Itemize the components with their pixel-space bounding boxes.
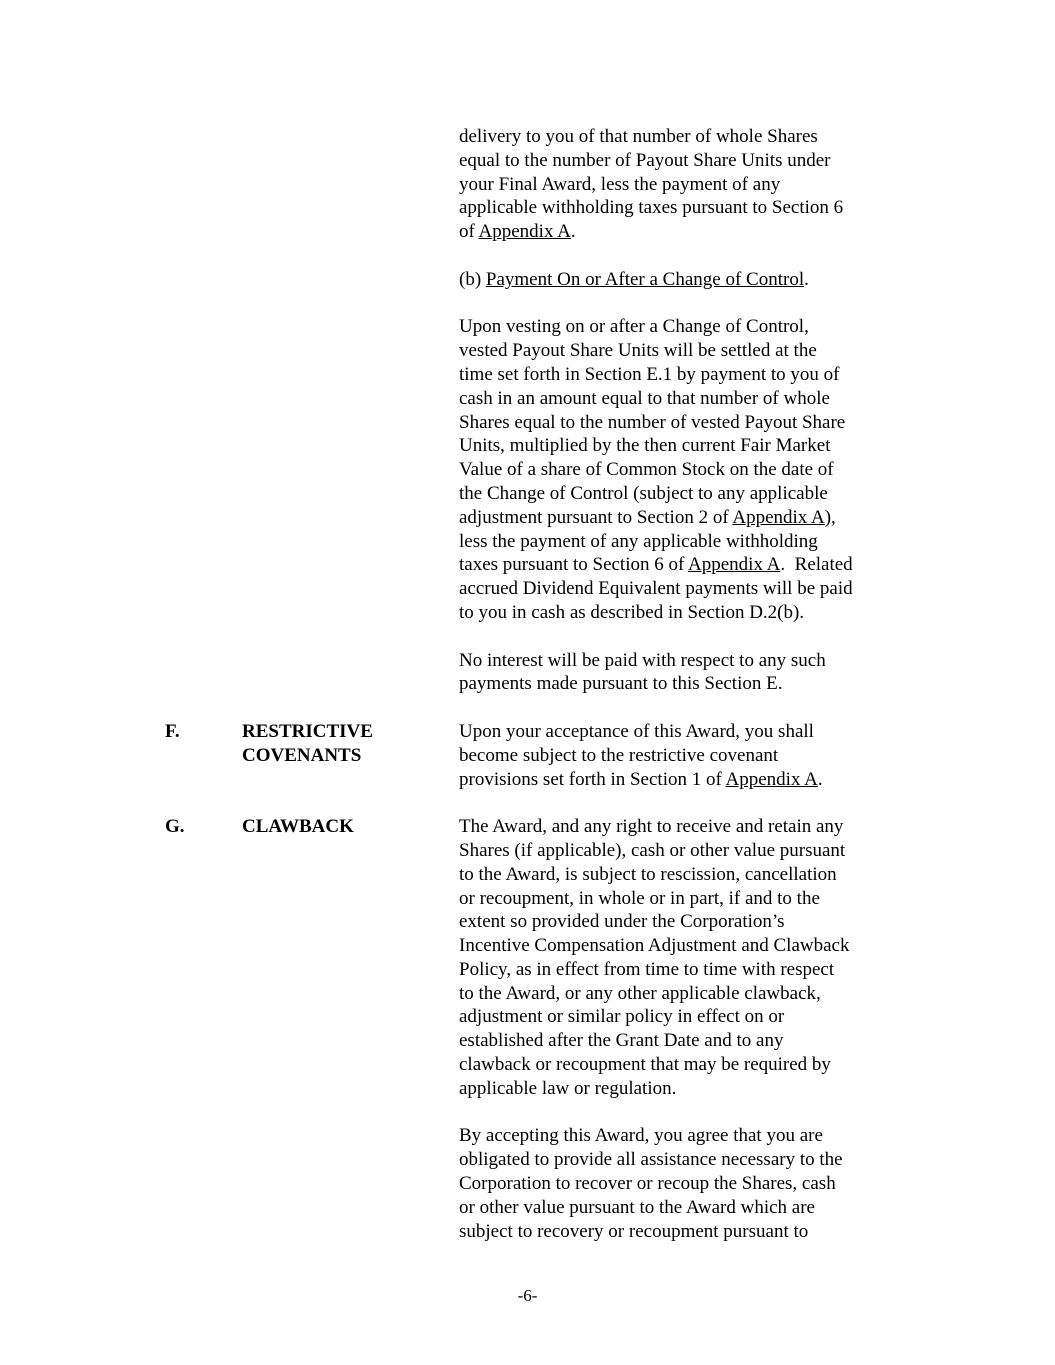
text-line: subject to recovery or recoupment pursuant to bbox=[459, 1220, 809, 1242]
text-line: or recoupment, in whole or in part, if and to the bbox=[459, 887, 820, 909]
text-line: to the Award, is subject to rescission, cancellation bbox=[459, 863, 837, 885]
text-line: or other value pursuant to the Award which are bbox=[459, 1196, 815, 1218]
no-interest-paragraph bbox=[459, 649, 899, 697]
text-line: delivery to you of that number of whole Shares bbox=[459, 126, 818, 147]
text-line: Units, multiplied by the then current Fair Market bbox=[459, 435, 831, 457]
section-g-body bbox=[459, 815, 899, 1101]
text-line: less the payment of any applicable withholding bbox=[459, 530, 818, 552]
text-fragment: . Related bbox=[780, 554, 853, 576]
text-line bbox=[459, 220, 899, 244]
text-fragment: taxes pursuant to Section 6 of bbox=[459, 554, 689, 576]
text-fragment: adjustment pursuant to Section 2 of bbox=[459, 506, 733, 528]
text-line: applicable law or regulation. bbox=[459, 1077, 677, 1099]
text-fragment: ), bbox=[824, 506, 836, 528]
text-line: extent so provided under the Corporation’s bbox=[459, 911, 785, 933]
text-line bbox=[459, 268, 899, 292]
text-fragment: of bbox=[459, 221, 479, 243]
text-line: Upon vesting on or after a Change of Control, bbox=[459, 316, 809, 338]
text-line: equal to the number of Payout Share Units under bbox=[459, 149, 831, 171]
appendix-a-reference: Appendix A bbox=[688, 554, 781, 576]
appendix-a-reference: Appendix A bbox=[725, 768, 818, 790]
text-line: your Final Award, less the payment of any bbox=[459, 173, 781, 195]
subsection-b-heading bbox=[459, 268, 899, 292]
text-fragment: . bbox=[804, 268, 809, 290]
text-line bbox=[459, 553, 899, 577]
text-line: Shares (if applicable), cash or other value pursuant bbox=[459, 839, 846, 861]
text-line bbox=[459, 768, 899, 792]
text-line: obligated to provide all assistance necessary to the bbox=[459, 1149, 843, 1171]
text-fragment: . bbox=[570, 221, 576, 243]
text-line: adjustment or similar policy in effect on or bbox=[459, 1006, 785, 1028]
section-f-title bbox=[242, 720, 373, 768]
section-g-second-paragraph bbox=[459, 1124, 899, 1243]
text-line: Shares equal to the number of vested Payout Share bbox=[459, 411, 846, 433]
text-line: become subject to the restrictive covenant bbox=[459, 744, 779, 766]
text-line bbox=[459, 506, 899, 530]
text-line: payments made pursuant to this Section E. bbox=[459, 673, 783, 695]
appendix-a-reference: Appendix A bbox=[478, 221, 571, 243]
text-line: the Change of Control (subject to any applicable bbox=[459, 482, 828, 504]
section-f-title-line: COVENANTS bbox=[242, 744, 362, 766]
text-fragment: provisions set forth in Section 1 of bbox=[459, 768, 726, 790]
text-line: By accepting this Award, you agree that you are bbox=[459, 1125, 823, 1147]
text-line: Value of a share of Common Stock on the date of bbox=[459, 459, 834, 481]
section-g-letter: G. bbox=[165, 816, 185, 837]
text-line: to the Award, or any other applicable clawback, bbox=[459, 982, 821, 1004]
body-column bbox=[459, 125, 899, 1243]
text-line: No interest will be paid with respect to any such bbox=[459, 649, 826, 671]
intro-paragraph bbox=[459, 125, 899, 244]
section-f-letter: F. bbox=[165, 721, 180, 742]
subsection-label: (b) bbox=[459, 268, 486, 290]
section-f-title-line: RESTRICTIVE bbox=[242, 721, 373, 742]
page-number: -6- bbox=[517, 1286, 538, 1305]
text-line: established after the Grant Date and to any bbox=[459, 1030, 784, 1052]
text-line: The Award, and any right to receive and retain any bbox=[459, 816, 844, 838]
text-line: accrued Dividend Equivalent payments will be paid bbox=[459, 578, 853, 600]
text-line: time set forth in Section E.1 by payment to you of bbox=[459, 363, 840, 385]
text-line: vested Payout Share Units will be settled at the bbox=[459, 340, 817, 362]
text-fragment: . bbox=[817, 768, 823, 790]
section-f-body bbox=[459, 720, 899, 791]
change-of-control-paragraph bbox=[459, 315, 899, 624]
text-line: Corporation to recover or recoup the Shares, cash bbox=[459, 1173, 836, 1195]
subsection-title: Payment On or After a Change of Control bbox=[485, 268, 805, 290]
text-line: Upon your acceptance of this Award, you shall bbox=[459, 720, 814, 742]
appendix-a-reference: Appendix A bbox=[732, 506, 825, 528]
text-line: Incentive Compensation Adjustment and Clawback bbox=[459, 935, 850, 957]
text-line: to you in cash as described in Section D.2(b). bbox=[459, 601, 805, 623]
text-line: cash in an amount equal to that number of whole bbox=[459, 387, 830, 409]
text-line: applicable withholding taxes pursuant to Section 6 bbox=[459, 197, 844, 219]
section-g-title: CLAWBACK bbox=[242, 816, 354, 837]
text-line: clawback or recoupment that may be required by bbox=[459, 1054, 831, 1076]
text-line: Policy, as in effect from time to time with respect bbox=[459, 958, 835, 980]
